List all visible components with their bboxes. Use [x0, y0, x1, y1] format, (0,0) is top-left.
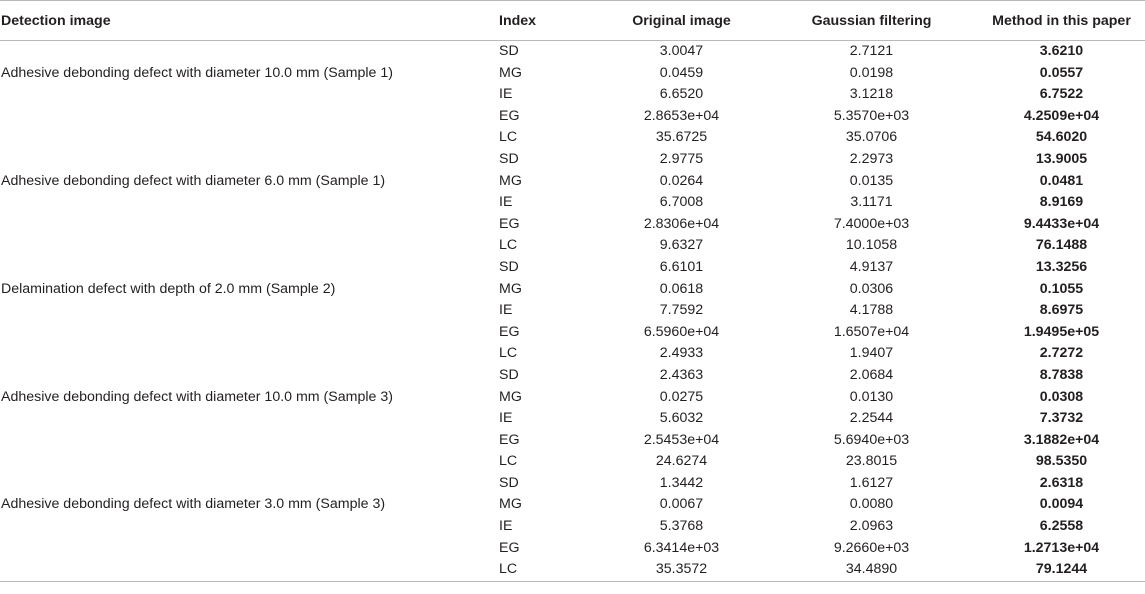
- table-row: [0, 365, 1145, 387]
- gaussian-value: 9.2660e+03: [833, 539, 910, 556]
- detection-image-cell: [0, 41, 491, 63]
- detection-image-label: Adhesive debonding defect with diameter 3.0 mm (Sample 3): [1, 496, 386, 513]
- index-cell: MG: [499, 64, 522, 81]
- method-value: 4.2509e+04: [1023, 107, 1100, 124]
- gaussian-value: 23.8015: [845, 453, 898, 470]
- method-value: 0.0481: [1039, 172, 1084, 189]
- detection-image-cell: [0, 408, 491, 430]
- method-value: 6.2558: [1039, 518, 1084, 535]
- method-value: 9.4433e+04: [1023, 215, 1100, 232]
- table-row: [0, 106, 1145, 128]
- table-row: [0, 279, 1145, 301]
- original-value: 35.6725: [655, 129, 708, 146]
- index-cell: SD: [499, 366, 519, 383]
- gaussian-value: 7.4000e+03: [833, 215, 910, 232]
- table-row: [0, 322, 1145, 344]
- original-value: 2.8653e+04: [643, 107, 720, 124]
- original-value: 6.6101: [659, 258, 704, 275]
- index-cell: MG: [499, 280, 522, 297]
- original-value: 6.3414e+03: [643, 539, 720, 556]
- detection-image-cell: [0, 538, 491, 560]
- gaussian-value: 2.0684: [849, 366, 894, 383]
- method-value: 0.0557: [1039, 64, 1084, 81]
- table-row: [0, 473, 1145, 495]
- detection-image-cell: [0, 473, 491, 495]
- gaussian-value: 1.6127: [849, 474, 894, 491]
- original-value: 1.3442: [659, 474, 704, 491]
- detection-image-cell: [0, 214, 491, 236]
- original-value: 2.5453e+04: [643, 431, 720, 448]
- detection-image-cell: [0, 322, 491, 344]
- detection-image-label: Delamination defect with depth of 2.0 mm (Sample 2): [1, 280, 336, 297]
- method-value: 1.9495e+05: [1023, 323, 1100, 340]
- detection-image-label: Adhesive debonding defect with diameter 10.0 mm (Sample 3): [1, 388, 393, 405]
- table-row: [0, 538, 1145, 560]
- original-value: 6.7008: [659, 194, 704, 211]
- detection-image-cell: [0, 343, 491, 365]
- original-value: 5.6032: [659, 410, 704, 427]
- table-row: [0, 192, 1145, 214]
- detection-image-cell: [0, 516, 491, 538]
- gaussian-value: 35.0706: [845, 129, 898, 146]
- method-value: 8.7838: [1039, 366, 1084, 383]
- gaussian-value: 1.6507e+04: [833, 323, 910, 340]
- original-value: 7.7592: [659, 302, 704, 319]
- detection-image-cell: [0, 559, 491, 581]
- index-cell: LC: [499, 237, 518, 254]
- table-row: [0, 387, 1145, 409]
- method-value: 54.6020: [1035, 129, 1088, 146]
- index-cell: EG: [499, 215, 520, 232]
- gaussian-value: 2.7121: [849, 43, 894, 59]
- detection-image-cell: [0, 451, 491, 473]
- index-cell: SD: [499, 150, 519, 167]
- header-original-image: Original image: [589, 1, 774, 41]
- original-value: 9.6327: [659, 237, 704, 254]
- gaussian-value: 0.0135: [849, 172, 894, 189]
- index-cell: LC: [499, 453, 518, 470]
- gaussian-value: 4.1788: [849, 302, 894, 319]
- index-cell: LC: [499, 345, 518, 362]
- table-row: [0, 171, 1145, 193]
- index-cell: EG: [499, 431, 520, 448]
- method-value: 6.7522: [1039, 86, 1084, 103]
- gaussian-value: 0.0080: [849, 496, 894, 513]
- index-cell: EG: [499, 323, 520, 340]
- gaussian-value: 3.1171: [850, 194, 893, 211]
- method-value: 3.1882e+04: [1023, 431, 1100, 448]
- original-value: 2.9775: [659, 150, 704, 167]
- index-cell: IE: [499, 194, 513, 211]
- original-value: 6.6520: [659, 86, 704, 103]
- table-body: [0, 41, 1145, 582]
- gaussian-value: 34.4890: [774, 559, 969, 581]
- original-value: 0.0618: [659, 280, 704, 297]
- detection-image-cell: [0, 106, 491, 128]
- original-value: 0.0264: [659, 172, 704, 189]
- index-cell: EG: [499, 107, 520, 124]
- index-cell: EG: [499, 539, 520, 556]
- original-value: 0.0067: [659, 496, 704, 513]
- gaussian-value: 1.9407: [849, 345, 894, 362]
- table-row: [0, 214, 1145, 236]
- method-value: 3.6210: [1039, 43, 1084, 59]
- index-cell: SD: [499, 43, 519, 59]
- method-value: 8.9169: [1039, 194, 1084, 211]
- gaussian-value: 0.0198: [849, 64, 894, 81]
- original-value: 2.8306e+04: [643, 215, 720, 232]
- gaussian-value: 0.0130: [849, 388, 894, 405]
- header-row: [0, 1, 1145, 41]
- original-value: 24.6274: [655, 453, 708, 470]
- table-row: [0, 235, 1145, 257]
- index-cell: IE: [499, 410, 513, 427]
- gaussian-value: 2.0963: [849, 518, 894, 535]
- detection-image-cell: [0, 365, 491, 387]
- detection-image-cell: [0, 127, 491, 149]
- method-value: 0.1055: [1039, 280, 1084, 297]
- detection-image-cell: [0, 300, 491, 322]
- method-value: 7.3732: [1039, 410, 1084, 427]
- index-cell: LC: [491, 559, 589, 581]
- original-value: 5.3768: [659, 518, 704, 535]
- method-value: 98.5350: [1035, 453, 1088, 470]
- header-index: Index: [491, 1, 589, 41]
- table-row: [0, 408, 1145, 430]
- table-row: [0, 516, 1145, 538]
- original-value: 0.0275: [659, 388, 704, 405]
- detection-image-cell: [0, 84, 491, 106]
- index-cell: MG: [499, 172, 522, 189]
- method-value: 2.7272: [1039, 345, 1084, 362]
- index-cell: IE: [499, 518, 513, 535]
- table-row: [0, 149, 1145, 171]
- original-value: 2.4363: [659, 366, 704, 383]
- method-value: 13.9005: [1035, 150, 1088, 167]
- detection-image-cell: [0, 149, 491, 171]
- method-value: 8.6975: [1039, 302, 1084, 319]
- detection-image-cell: [0, 257, 491, 279]
- gaussian-value: 5.3570e+03: [833, 107, 910, 124]
- table-row: [0, 63, 1145, 85]
- original-value: 6.5960e+04: [643, 323, 720, 340]
- gaussian-value: 10.1058: [845, 237, 898, 254]
- table-row: [0, 300, 1145, 322]
- gaussian-value: 5.6940e+03: [833, 431, 910, 448]
- detection-image-cell: [0, 430, 491, 452]
- table-row: [0, 41, 1145, 63]
- index-cell: SD: [499, 474, 519, 491]
- table-row: [0, 494, 1145, 516]
- method-value: 79.1244: [969, 559, 1145, 581]
- table-row: [0, 559, 1145, 581]
- index-cell: MG: [499, 388, 522, 405]
- index-cell: MG: [499, 496, 522, 513]
- index-cell: IE: [499, 302, 513, 319]
- gaussian-value: 0.0306: [849, 280, 894, 297]
- gaussian-value: 3.1218: [849, 86, 894, 103]
- table-row: [0, 257, 1145, 279]
- method-value: 1.2713e+04: [1023, 539, 1100, 556]
- gaussian-value: 2.2544: [849, 410, 894, 427]
- detection-image-label: Adhesive debonding defect with diameter 6.0 mm (Sample 1): [1, 172, 386, 189]
- method-value: 76.1488: [1035, 237, 1088, 254]
- table-row: [0, 84, 1145, 106]
- original-value: 35.3572: [589, 559, 774, 581]
- table-row: [0, 451, 1145, 473]
- method-value: 0.0308: [1039, 388, 1084, 405]
- header-gaussian-filtering: Gaussian filtering: [774, 1, 969, 41]
- method-value: 2.6318: [1039, 474, 1084, 491]
- method-value: 0.0094: [1039, 496, 1084, 513]
- header-method: Method in this paper: [969, 1, 1145, 41]
- index-cell: IE: [499, 86, 513, 103]
- gaussian-value: 2.2973: [849, 150, 894, 167]
- header-detection-image: Detection image: [0, 1, 491, 41]
- index-cell: SD: [499, 258, 519, 275]
- table-row: [0, 127, 1145, 149]
- table-row: [0, 430, 1145, 452]
- index-cell: LC: [499, 129, 518, 146]
- original-value: 3.0047: [659, 43, 704, 59]
- gaussian-value: 4.9137: [849, 258, 894, 275]
- detection-image-cell: [0, 192, 491, 214]
- method-value: 13.3256: [1035, 258, 1088, 275]
- table-row: [0, 343, 1145, 365]
- detection-image-cell: [0, 235, 491, 257]
- original-value: 0.0459: [659, 64, 704, 81]
- original-value: 2.4933: [659, 345, 704, 362]
- detection-image-label: Adhesive debonding defect with diameter 10.0 mm (Sample 1): [1, 64, 393, 81]
